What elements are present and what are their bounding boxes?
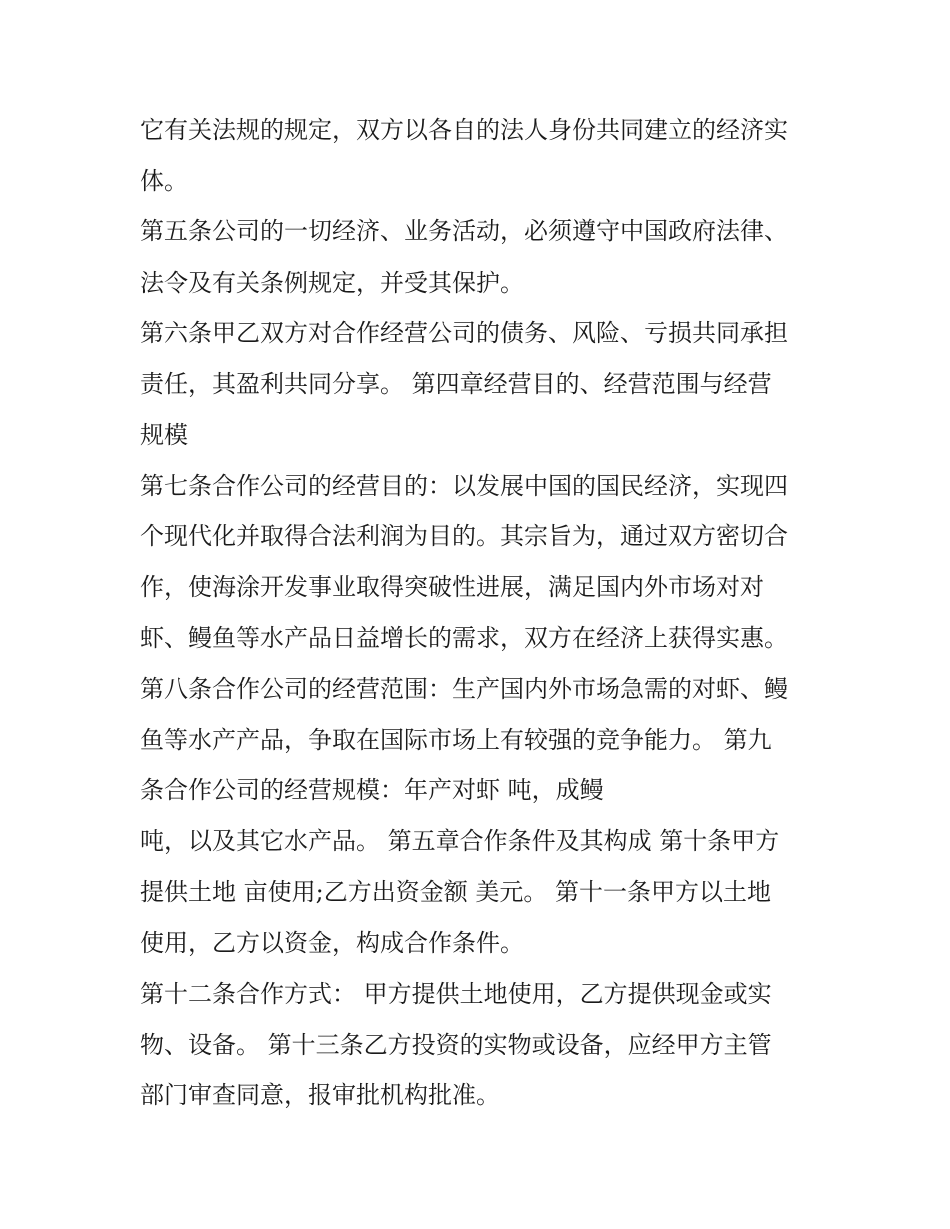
text-line: 规模 — [140, 421, 188, 449]
text-line: 物、设备。 第十三条乙方投资的实物或设备，应经甲方主管 — [140, 1031, 772, 1059]
text-line: 它有关法规的规定，双方以各自的法人身份共同建立的经济实 — [140, 116, 788, 144]
text-line: 责任，其盈利共同分享。 第四章经营目的、经营范围与经营 — [140, 370, 772, 398]
text-line: 第五条公司的一切经济、业务活动，必须遵守中国政府法律、 — [140, 217, 788, 245]
text-line: 虾、鳗鱼等水产品日益增长的需求，双方在经济上获得实惠。 — [140, 624, 788, 652]
text-line: 第八条合作公司的经营范围：生产国内外市场急需的对虾、鳗 — [140, 675, 788, 703]
text-line: 条合作公司的经营规模：年产对虾 吨，成鳗 — [140, 776, 604, 804]
text-line: 第六条甲乙双方对合作经营公司的债务、风险、亏损共同承担 — [140, 319, 788, 347]
text-line: 使用，乙方以资金，构成合作条件。 — [140, 929, 524, 957]
text-line: 第十二条合作方式： 甲方提供土地使用，乙方提供现金或实 — [140, 980, 772, 1008]
text-line: 作，使海涂开发事业取得突破性进展，满足国内外市场对对 — [140, 573, 764, 601]
text-line: 吨，以及其它水产品。 第五章合作条件及其构成 第十条甲方 — [140, 827, 780, 855]
text-line: 第七条合作公司的经营目的：以发展中国的国民经济，实现四 — [140, 472, 788, 500]
text-line: 部门审查同意，报审批机构批准。 — [140, 1081, 500, 1109]
text-line: 法令及有关条例规定，并受其保护。 — [140, 269, 524, 297]
text-line: 个现代化并取得合法利润为目的。其宗旨为，通过双方密切合 — [140, 522, 788, 550]
text-line: 鱼等水产产品，争取在国际市场上有较强的竞争能力。 第九 — [140, 726, 772, 754]
text-line: 提供土地 亩使用;乙方出资金额 美元。 第十一条甲方以土地 — [140, 878, 771, 906]
text-line: 体。 — [140, 167, 188, 195]
